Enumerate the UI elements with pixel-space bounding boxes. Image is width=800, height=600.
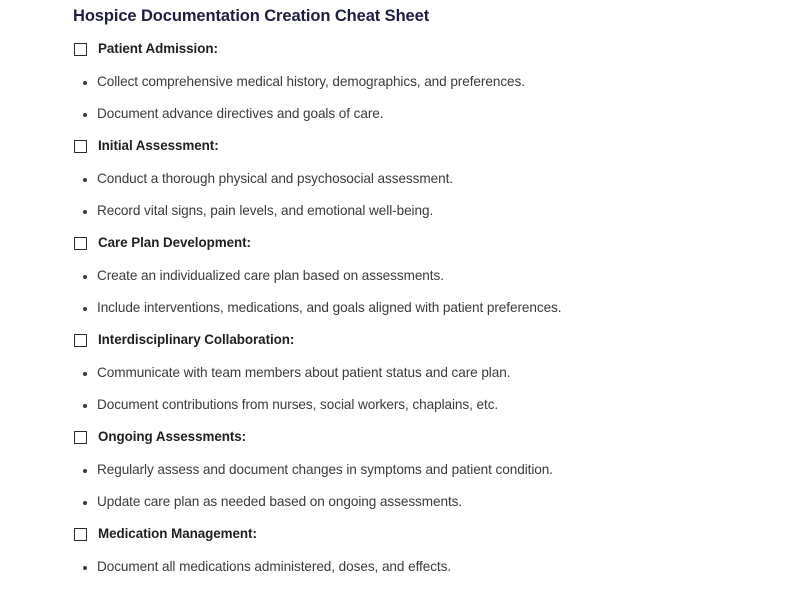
section-header-ongoing-assessments[interactable] (0, 426, 800, 448)
empty-checkbox-icon[interactable] (74, 528, 87, 541)
checklist-body (0, 38, 800, 577)
checklist-section (0, 232, 800, 318)
checklist-section (0, 329, 800, 415)
section-title: Ongoing Assessments: (98, 429, 247, 445)
checklist-section (0, 523, 800, 577)
bullet-list (0, 363, 800, 415)
empty-checkbox-icon[interactable] (74, 140, 87, 153)
bullet-list (0, 460, 800, 512)
list-item: Document advance directives and goals of care. (0, 104, 800, 124)
bullet-list (0, 266, 800, 318)
list-item: Include interventions, medications, and goals aligned with patient preferences. (0, 298, 800, 318)
section-header-patient-admission[interactable] (0, 38, 800, 60)
section-header-care-plan-development[interactable] (0, 232, 800, 254)
bullet-list (0, 557, 800, 577)
section-title: Medication Management: (98, 526, 257, 542)
list-item: Document contributions from nurses, social workers, chaplains, etc. (0, 395, 800, 415)
section-title: Interdisciplinary Collaboration: (98, 332, 295, 348)
list-item: Communicate with team members about patient status and care plan. (0, 363, 800, 383)
empty-checkbox-icon[interactable] (74, 237, 87, 250)
checklist-section (0, 135, 800, 221)
empty-checkbox-icon[interactable] (74, 431, 87, 444)
bullet-list (0, 169, 800, 221)
list-item: Regularly assess and document changes in symptoms and patient condition. (0, 460, 800, 480)
checklist-section (0, 426, 800, 512)
list-item: Conduct a thorough physical and psychosocial assessment. (0, 169, 800, 189)
list-item: Document all medications administered, doses, and effects. (0, 557, 800, 577)
bullet-list (0, 72, 800, 124)
list-item: Collect comprehensive medical history, demographics, and preferences. (0, 72, 800, 92)
section-header-interdisciplinary-collaboration[interactable] (0, 329, 800, 351)
section-title: Care Plan Development: (98, 235, 251, 251)
empty-checkbox-icon[interactable] (74, 43, 87, 56)
list-item: Create an individualized care plan based on assessments. (0, 266, 800, 286)
section-title: Initial Assessment: (98, 138, 219, 154)
list-item: Update care plan as needed based on ongoing assessments. (0, 492, 800, 512)
section-header-initial-assessment[interactable] (0, 135, 800, 157)
list-item: Record vital signs, pain levels, and emotional well-being. (0, 201, 800, 221)
page-title: Hospice Documentation Creation Cheat Sheet (73, 7, 430, 25)
checklist-section (0, 38, 800, 124)
section-title: Patient Admission: (98, 41, 218, 57)
section-header-medication-management[interactable] (0, 523, 800, 545)
empty-checkbox-icon[interactable] (74, 334, 87, 347)
